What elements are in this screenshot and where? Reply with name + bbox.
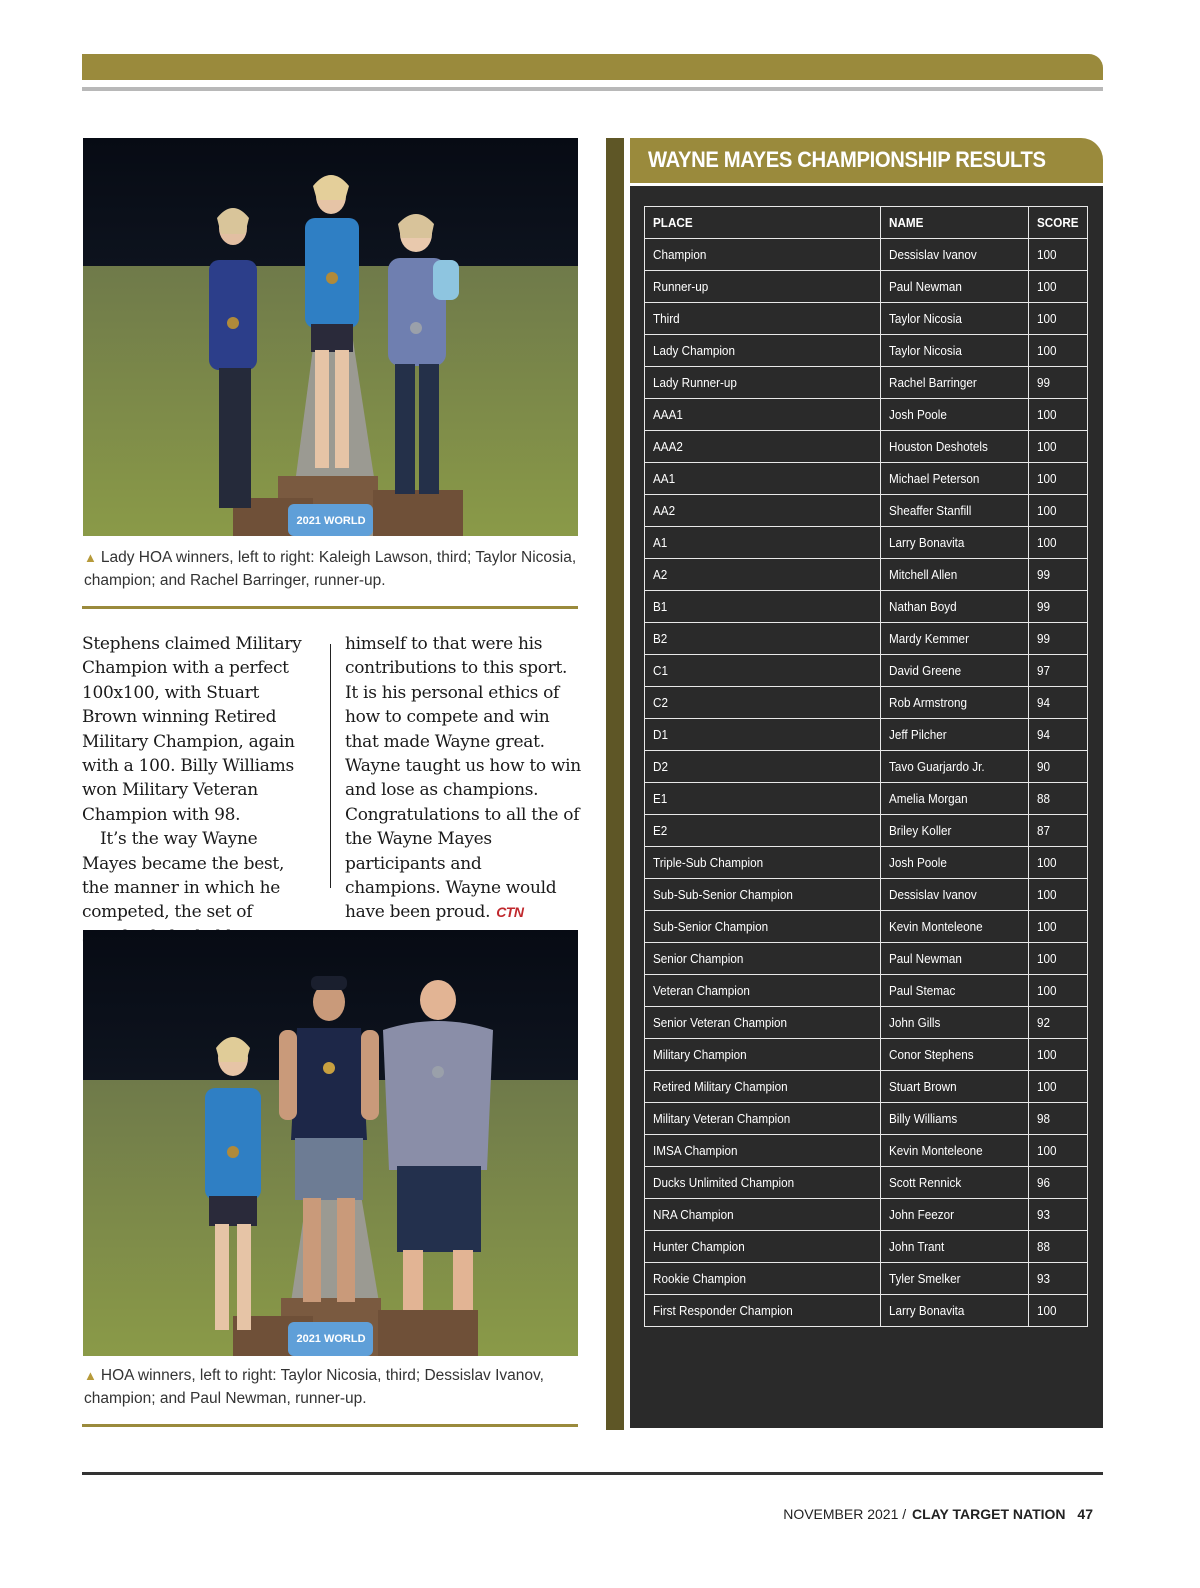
column-header-name: NAME	[881, 207, 1029, 239]
cell-name: Conor Stephens	[881, 1039, 1029, 1071]
cell-place: Sub-Sub-Senior Champion	[645, 879, 881, 911]
cell-score: 88	[1029, 1231, 1088, 1263]
table-row	[645, 1039, 1088, 1071]
cell-name: Stuart Brown	[881, 1071, 1029, 1103]
cell-name: Paul Stemac	[881, 975, 1029, 1007]
cell-place: Veteran Champion	[645, 975, 881, 1007]
cell-score: 93	[1029, 1199, 1088, 1231]
cell-place: C1	[645, 655, 881, 687]
cell-name: Kevin Monteleone	[881, 911, 1029, 943]
cell-name: Houston Deshotels	[881, 431, 1029, 463]
table-row	[645, 1295, 1088, 1327]
cell-name: John Feezor	[881, 1199, 1029, 1231]
table-row	[645, 911, 1088, 943]
table-row	[645, 1263, 1088, 1295]
cell-place: Third	[645, 303, 881, 335]
cell-score: 96	[1029, 1167, 1088, 1199]
cell-name: Tavo Guarjardo Jr.	[881, 751, 1029, 783]
column-header-score: SCORE	[1029, 207, 1088, 239]
table-row	[645, 1135, 1088, 1167]
cell-name: Michael Peterson	[881, 463, 1029, 495]
table-row	[645, 527, 1088, 559]
cell-place: AAA2	[645, 431, 881, 463]
table-row	[645, 399, 1088, 431]
table-row	[645, 1199, 1088, 1231]
header-gray-rule	[82, 87, 1103, 91]
cell-score: 93	[1029, 1263, 1088, 1295]
cell-place: Senior Champion	[645, 943, 881, 975]
cell-name: Larry Bonavita	[881, 527, 1029, 559]
cell-score: 100	[1029, 527, 1088, 559]
cell-place: E2	[645, 815, 881, 847]
cell-place: AA1	[645, 463, 881, 495]
table-header-row	[645, 207, 1088, 239]
table-row	[645, 719, 1088, 751]
cell-name: David Greene	[881, 655, 1029, 687]
cell-place: AAA1	[645, 399, 881, 431]
caption-triangle-icon: ▲	[84, 550, 97, 565]
cell-name: Rob Armstrong	[881, 687, 1029, 719]
table-row	[645, 1167, 1088, 1199]
ctn-end-logo: CTN	[496, 904, 524, 921]
cell-score: 99	[1029, 367, 1088, 399]
table-row	[645, 783, 1088, 815]
cell-place: C2	[645, 687, 881, 719]
cell-place: Senior Veteran Champion	[645, 1007, 881, 1039]
cell-place: IMSA Champion	[645, 1135, 881, 1167]
cell-place: Triple-Sub Champion	[645, 847, 881, 879]
article-paragraph: It’s the way Wayne Mayes became the best, the manner in which he competed, the set of	[82, 829, 285, 923]
cell-place: First Responder Champion	[645, 1295, 881, 1327]
header-gold-bar	[82, 54, 1103, 80]
photo-caption-hoa	[84, 1364, 578, 1410]
table-row	[645, 815, 1088, 847]
cell-name: Josh Poole	[881, 847, 1029, 879]
cell-score: 100	[1029, 879, 1088, 911]
table-row	[645, 1103, 1088, 1135]
lady-hoa-winners-photo	[83, 138, 578, 536]
cell-score: 100	[1029, 975, 1088, 1007]
page-number: 47	[1077, 1506, 1093, 1522]
cell-name: Nathan Boyd	[881, 591, 1029, 623]
cell-place: Runner-up	[645, 271, 881, 303]
table-row	[645, 495, 1088, 527]
cell-name: Billy Williams	[881, 1103, 1029, 1135]
cell-name: Mardy Kemmer	[881, 623, 1029, 655]
cell-score: 98	[1029, 1103, 1088, 1135]
cell-score: 100	[1029, 303, 1088, 335]
cell-name: Tyler Smelker	[881, 1263, 1029, 1295]
results-table-body	[645, 239, 1088, 1327]
cell-name: Briley Koller	[881, 815, 1029, 847]
cell-score: 100	[1029, 1071, 1088, 1103]
table-row	[645, 1007, 1088, 1039]
photo-caption-lady-hoa	[84, 546, 578, 592]
cell-score: 100	[1029, 495, 1088, 527]
table-row	[645, 687, 1088, 719]
caption-divider	[82, 606, 578, 609]
table-row	[645, 1071, 1088, 1103]
cell-score: 100	[1029, 1039, 1088, 1071]
cell-score: 87	[1029, 815, 1088, 847]
cell-name: Taylor Nicosia	[881, 335, 1029, 367]
cell-score: 94	[1029, 687, 1088, 719]
page-footer	[783, 1506, 1093, 1522]
cell-name: Scott Rennick	[881, 1167, 1029, 1199]
podium-logo-text: 2021 WORLD	[296, 1333, 366, 1345]
caption-triangle-icon: ▲	[84, 1368, 97, 1383]
cell-name: Larry Bonavita	[881, 1295, 1029, 1327]
cell-score: 100	[1029, 1295, 1088, 1327]
caption-divider	[82, 1424, 578, 1427]
issue-date: NOVEMBER 2021 /	[783, 1506, 907, 1522]
cell-score: 100	[1029, 847, 1088, 879]
cell-place: Sub-Senior Champion	[645, 911, 881, 943]
caption-text: HOA winners, left to right: Taylor Nicosia, third; Dessislav Ivanov, champion; and Paul Newman, runner-up.	[84, 1367, 544, 1407]
cell-name: Taylor Nicosia	[881, 303, 1029, 335]
table-row	[645, 303, 1088, 335]
cell-name: Sheaffer Stanfill	[881, 495, 1029, 527]
article-text: himself to that were his contributions to this sport. It is his personal ethics of how to compete and win that made Wayne great. Wayne taught us how to win and lose as champions. Congratulations to all the of the Wayne Mayes participants and champions. Wayne would have been proud.	[345, 634, 581, 923]
cell-place: AA2	[645, 495, 881, 527]
cell-place: B2	[645, 623, 881, 655]
cell-score: 99	[1029, 559, 1088, 591]
cell-score: 100	[1029, 911, 1088, 943]
cell-place: Military Champion	[645, 1039, 881, 1071]
cell-score: 94	[1029, 719, 1088, 751]
cell-place: NRA Champion	[645, 1199, 881, 1231]
hoa-winners-photo	[83, 930, 578, 1356]
column-header-place: PLACE	[645, 207, 881, 239]
table-row	[645, 271, 1088, 303]
cell-score: 99	[1029, 591, 1088, 623]
table-row	[645, 943, 1088, 975]
cell-score: 100	[1029, 943, 1088, 975]
table-row	[645, 335, 1088, 367]
cell-place: Champion	[645, 239, 881, 271]
cell-name: John Gills	[881, 1007, 1029, 1039]
table-row	[645, 975, 1088, 1007]
cell-score: 92	[1029, 1007, 1088, 1039]
cell-score: 100	[1029, 1135, 1088, 1167]
cell-name: Paul Newman	[881, 271, 1029, 303]
magazine-name: CLAY TARGET NATION	[912, 1506, 1066, 1522]
table-row	[645, 431, 1088, 463]
cell-score: 100	[1029, 399, 1088, 431]
cell-place: Ducks Unlimited Champion	[645, 1167, 881, 1199]
table-row	[645, 751, 1088, 783]
cell-place: A1	[645, 527, 881, 559]
cell-score: 100	[1029, 431, 1088, 463]
cell-name: Amelia Morgan	[881, 783, 1029, 815]
cell-score: 100	[1029, 239, 1088, 271]
cell-place: Retired Military Champion	[645, 1071, 881, 1103]
cell-place: B1	[645, 591, 881, 623]
table-row	[645, 623, 1088, 655]
cell-place: Lady Runner-up	[645, 367, 881, 399]
cell-score: 99	[1029, 623, 1088, 655]
footer-rule	[82, 1472, 1103, 1475]
column-divider	[330, 644, 331, 888]
table-row	[645, 367, 1088, 399]
podium-logo-text: 2021 WORLD	[296, 515, 366, 527]
table-row	[645, 655, 1088, 687]
results-panel-header	[630, 138, 1103, 183]
cell-name: Josh Poole	[881, 399, 1029, 431]
cell-name: Jeff Pilcher	[881, 719, 1029, 751]
cell-name: John Trant	[881, 1231, 1029, 1263]
cell-place: D1	[645, 719, 881, 751]
cell-name: Mitchell Allen	[881, 559, 1029, 591]
cell-name: Dessislav Ivanov	[881, 239, 1029, 271]
cell-place: Lady Champion	[645, 335, 881, 367]
article-paragraph	[345, 632, 581, 925]
cell-name: Rachel Barringer	[881, 367, 1029, 399]
table-row	[645, 847, 1088, 879]
table-row	[645, 239, 1088, 271]
results-title: WAYNE MAYES CHAMPIONSHIP RESULTS	[648, 147, 1046, 172]
article-paragraph: Stephens claimed Military Champion with a perfect 100x100, with Stuart Brown winning Retired Military Champion, again with a 100. Billy Williams won Military Veteran Champion with 98.	[82, 634, 302, 825]
caption-text: Lady HOA winners, left to right: Kaleigh Lawson, third; Taylor Nicosia, champion; and Rachel Barringer, runner-up.	[84, 549, 577, 589]
cell-name: Kevin Monteleone	[881, 1135, 1029, 1167]
table-row	[645, 559, 1088, 591]
cell-name: Paul Newman	[881, 943, 1029, 975]
cell-place: Rookie Champion	[645, 1263, 881, 1295]
results-table	[644, 206, 1088, 1327]
cell-place: A2	[645, 559, 881, 591]
cell-score: 100	[1029, 335, 1088, 367]
cell-score: 100	[1029, 271, 1088, 303]
cell-name: Dessislav Ivanov	[881, 879, 1029, 911]
cell-place: D2	[645, 751, 881, 783]
table-row	[645, 879, 1088, 911]
sidebar-accent-stripe	[606, 138, 624, 1430]
table-row	[645, 1231, 1088, 1263]
cell-score: 100	[1029, 463, 1088, 495]
cell-place: E1	[645, 783, 881, 815]
cell-score: 88	[1029, 783, 1088, 815]
cell-place: Military Veteran Champion	[645, 1103, 881, 1135]
cell-place: Hunter Champion	[645, 1231, 881, 1263]
cell-score: 90	[1029, 751, 1088, 783]
article-column-1	[82, 632, 314, 949]
table-row	[645, 463, 1088, 495]
cell-score: 97	[1029, 655, 1088, 687]
table-row	[645, 591, 1088, 623]
article-column-2	[345, 632, 581, 925]
